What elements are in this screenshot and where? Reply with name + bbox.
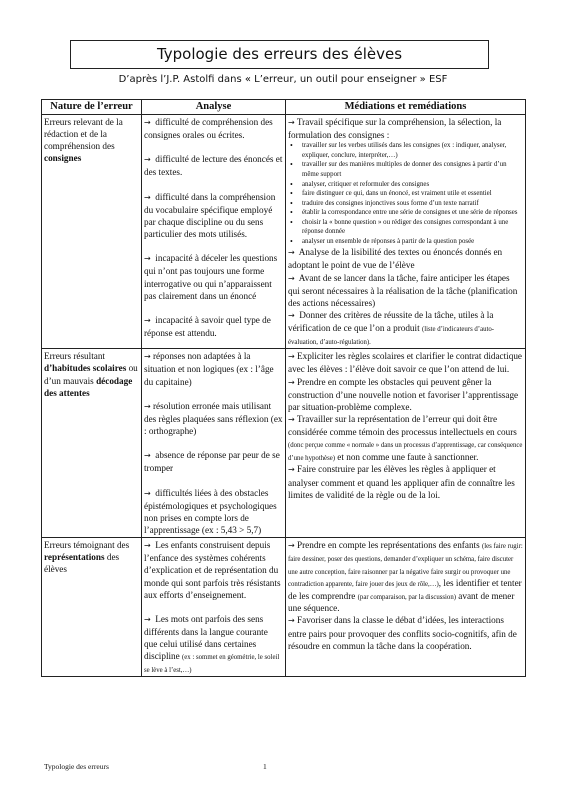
arrow-icon: → bbox=[288, 311, 295, 321]
table-row bbox=[42, 538, 526, 677]
table-header-row bbox=[42, 100, 526, 115]
arrow-icon: → bbox=[288, 352, 295, 362]
header-nature: Nature de l’erreur bbox=[42, 100, 142, 115]
row3-nature: Erreurs témoignant des représentations des élèves bbox=[42, 538, 142, 677]
arrow-icon: → bbox=[144, 118, 151, 127]
page-number: 1 bbox=[263, 762, 267, 771]
arrow-icon: → bbox=[288, 118, 295, 127]
list-item: • établir la correspondance entre une série de consignes et une série de réponses bbox=[288, 208, 523, 218]
arrow-icon: → bbox=[288, 541, 295, 551]
arrow-icon: → bbox=[288, 273, 295, 283]
row1-nature: Erreurs relevant de la rédaction et de la compréhension des consignes bbox=[42, 115, 142, 349]
list-item: • faire distinguer ce qui, dans un énoncé, est vraiment utile et essentiel bbox=[288, 189, 523, 199]
row2-analyse: → réponses non adaptées à la situation et non logiques (ex : l’âge du capitaine) → résolution erronée mais utilisant des règles plaquées sans réflexion (ex : orthographe) → absence de réponse par peur de se tromper → difficultés liées à des obstacles épistémologiques et psychologiques non prises en compte lors de l’apprentissage (ex : 5,43 > 5,7) bbox=[142, 349, 286, 538]
arrow-icon: → bbox=[144, 254, 151, 264]
arrow-icon: → bbox=[144, 315, 151, 325]
row1-analyse: → difficulté de compréhension des consignes orales ou écrites. → difficulté de lecture des énoncés et des textes. → difficulté dans la compréhension du vocabulaire spécifique employé par chaque discipline ou du sens particulier des mots utilisés. → incapacité à déceler les questions qui n’ont pas toujours une forme interrogative ou qui n’apparaissent pas clairement dans un énoncé → incapacité à savoir quel type de réponse est attendu. bbox=[142, 115, 286, 349]
arrow-icon: → bbox=[144, 614, 151, 624]
arrow-icon: → bbox=[144, 451, 151, 461]
list-item: • travailler sur les verbes utilisés dans les consignes (ex : indiquer, analyser, expliquer, conclure, interpréter,…) bbox=[288, 141, 523, 160]
table-row bbox=[42, 115, 526, 349]
list-item: • analyser, critiquer et reformuler des consignes bbox=[288, 180, 523, 190]
list-item: • analyser un ensemble de réponses à partir de la question posée bbox=[288, 237, 523, 247]
arrow-icon: → bbox=[144, 401, 151, 411]
list-item: • traduire des consignes injonctives sous forme d’un texte narratif bbox=[288, 199, 523, 209]
row2-mediations: → Expliciter les règles scolaires et clarifier le contrat didactique avec les élèves : l’élève doit savoir ce que l’on attend de lui. → Prendre en compte les obstacles qui peuvent gêner la construction d’une nouvelle notion et favoriser l’apprentissage par situation-problème complexe. → Travailler sur la représentation de l’erreur qui doit être considérée comme témoin des processus intellectuels en cours (donc perçue comme « normale » dans un processus d’apprentissage, car conséquence d’une hypothèse) et non comme une faute à sanctionner. → Faire construire par les élèves les règles à appliquer et analyser comment et quand les appliquer afin de connaître les limites de validité de la règle ou de la loi. bbox=[286, 349, 526, 538]
row1-mediations: → Travail spécifique sur la compréhension, la sélection, la formulation des consignes : • travailler sur les verbes utilisés dans les consignes (ex : indiquer, analyser, expliquer, conclure, interpréter,…) • travailler sur des manières multiples de donner des consignes à partir d’un même support • analyser, critiquer et reformuler des consignes • faire distinguer ce qui, dans un énoncé, est vraiment utile et essentiel • traduire des consignes injonctives sous forme d’un texte narratif • établir la correspondance entre une série de consignes et une série de réponses • choisir la « bonne question » ou rédiger des consignes correspondant à une réponse donnée • analyser un ensemble de réponses à partir de la question posée → Analyse de la lisibilité des textes ou énoncés donnés en adoptant le point de vue de l’élève → Avant de se lancer dans la tâche, faire anticiper les étapes qui seront nécessaires à la réalisation de la tâche (planification des actions nécessaires) → Donner des critères de réussite de la tâche, utiles à la vérification de ce que l’on a produit (liste d’indicateurs d’auto-évaluation, d’auto-régulation). bbox=[286, 115, 526, 349]
arrow-icon: → bbox=[144, 192, 151, 202]
arrow-icon: → bbox=[144, 352, 151, 362]
list-item: • travailler sur des manières multiples de donner des consignes à partir d’un même support bbox=[288, 160, 523, 179]
arrow-icon: → bbox=[288, 415, 295, 425]
arrow-icon: → bbox=[144, 541, 151, 551]
arrow-icon: → bbox=[288, 377, 295, 387]
consignes-list bbox=[288, 141, 523, 246]
table-row bbox=[42, 349, 526, 538]
arrow-icon: → bbox=[288, 465, 295, 475]
footer-title: Typologie des erreurs bbox=[44, 762, 109, 771]
typology-table bbox=[41, 99, 526, 677]
row2-nature: Erreurs résultant d’habitudes scolaires ou d’un mauvais décodage des attentes bbox=[42, 349, 142, 538]
row3-analyse: → Les enfants construisent depuis l’enfance des systèmes cohérents d’explication et de représentation du monde qui sont parfois très résistants aux efforts d’enseignement. → Les mots ont parfois des sens différents dans la langue courante que celui utilisé dans certaines discipline (ex : sommet en géométrie, le soleil se lève à l’est,…) bbox=[142, 538, 286, 677]
arrow-icon: → bbox=[144, 155, 151, 165]
header-analyse: Analyse bbox=[142, 100, 286, 115]
row3-mediations: → Prendre en compte les représentations des enfants (les faire rugir: faire dessiner, poser des questions, demander d’expliquer un schéma, faire discuter une autre conception, faire raisonner par la négative faire surgir ou provoquer une contradiction apparente, faire jouer des jeux de rôle,…), les identifier et tenter de les comprendre (par comparaison, par la discussion) avant de mener une séquence. → Favoriser dans la classe le débat d’idées, les interactions entre pairs pour provoquer des conflits socio-cognitifs, afin de résoudre en commun la tâche dans la coopération. bbox=[286, 538, 526, 677]
arrow-icon: → bbox=[288, 616, 295, 626]
arrow-icon: → bbox=[144, 488, 151, 498]
list-item: • choisir la « bonne question » ou rédiger des consignes correspondant à une réponse donnée bbox=[288, 218, 523, 237]
header-mediations: Médiations et remédiations bbox=[286, 100, 526, 115]
arrow-icon: → bbox=[288, 248, 295, 258]
page-subtitle: D’après l’J.P. Astolfi dans « L’erreur, un outil pour enseigner » ESF bbox=[118, 74, 448, 85]
page-title: Typologie des erreurs des élèves bbox=[70, 40, 489, 69]
